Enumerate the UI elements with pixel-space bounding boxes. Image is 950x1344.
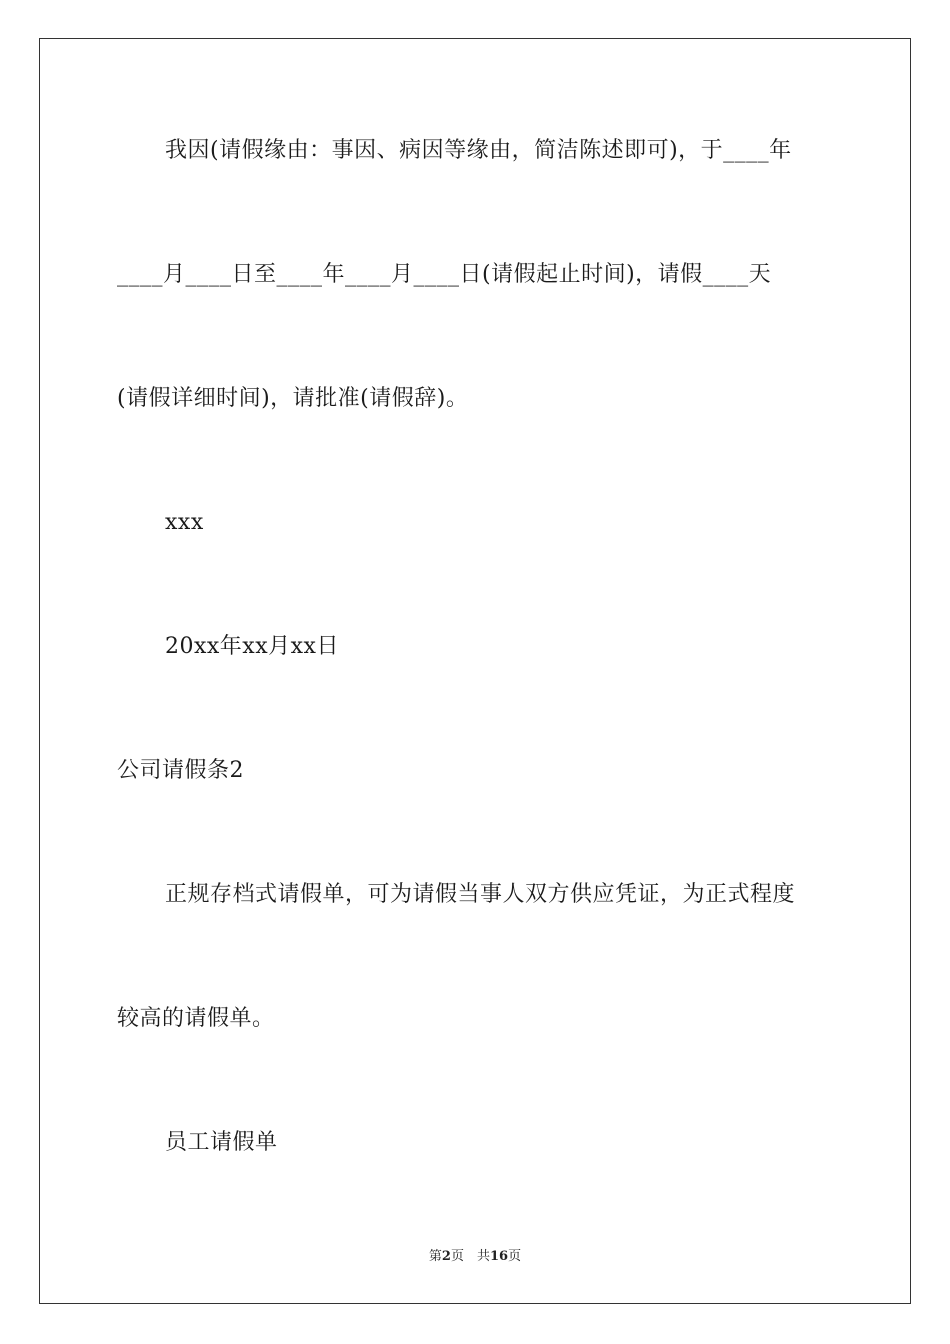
footer-current-page: 2 [441, 1249, 451, 1264]
section-heading: 公司请假条2 [117, 758, 244, 783]
signature-date: 20xx年xx月xx日 [165, 634, 339, 659]
footer-suffix: 页 [508, 1249, 522, 1264]
signature-name: xxx [165, 510, 204, 535]
footer-total-pages: 16 [489, 1249, 509, 1264]
leave-request-line: (请假详细时间)，请批准(请假辞)。 [117, 386, 469, 411]
footer-prefix: 第 [428, 1249, 442, 1264]
page-border [39, 38, 911, 1304]
form-title: 员工请假单 [165, 1130, 278, 1155]
leave-period-line: ____月____日至____年____月____日(请假起止时间)，请假____天 [117, 262, 772, 287]
description-line: 正规存档式请假单，可为请假当事人双方供应凭证，为正式程度 [165, 882, 796, 907]
description-line-continued: 较高的请假单。 [117, 1006, 275, 1031]
leave-reason-line: 我因(请假缘由：事因、病因等缘由，简洁陈述即可)，于____年 [165, 138, 792, 163]
page-footer [0, 1248, 950, 1266]
footer-middle: 页 共 [450, 1249, 490, 1264]
